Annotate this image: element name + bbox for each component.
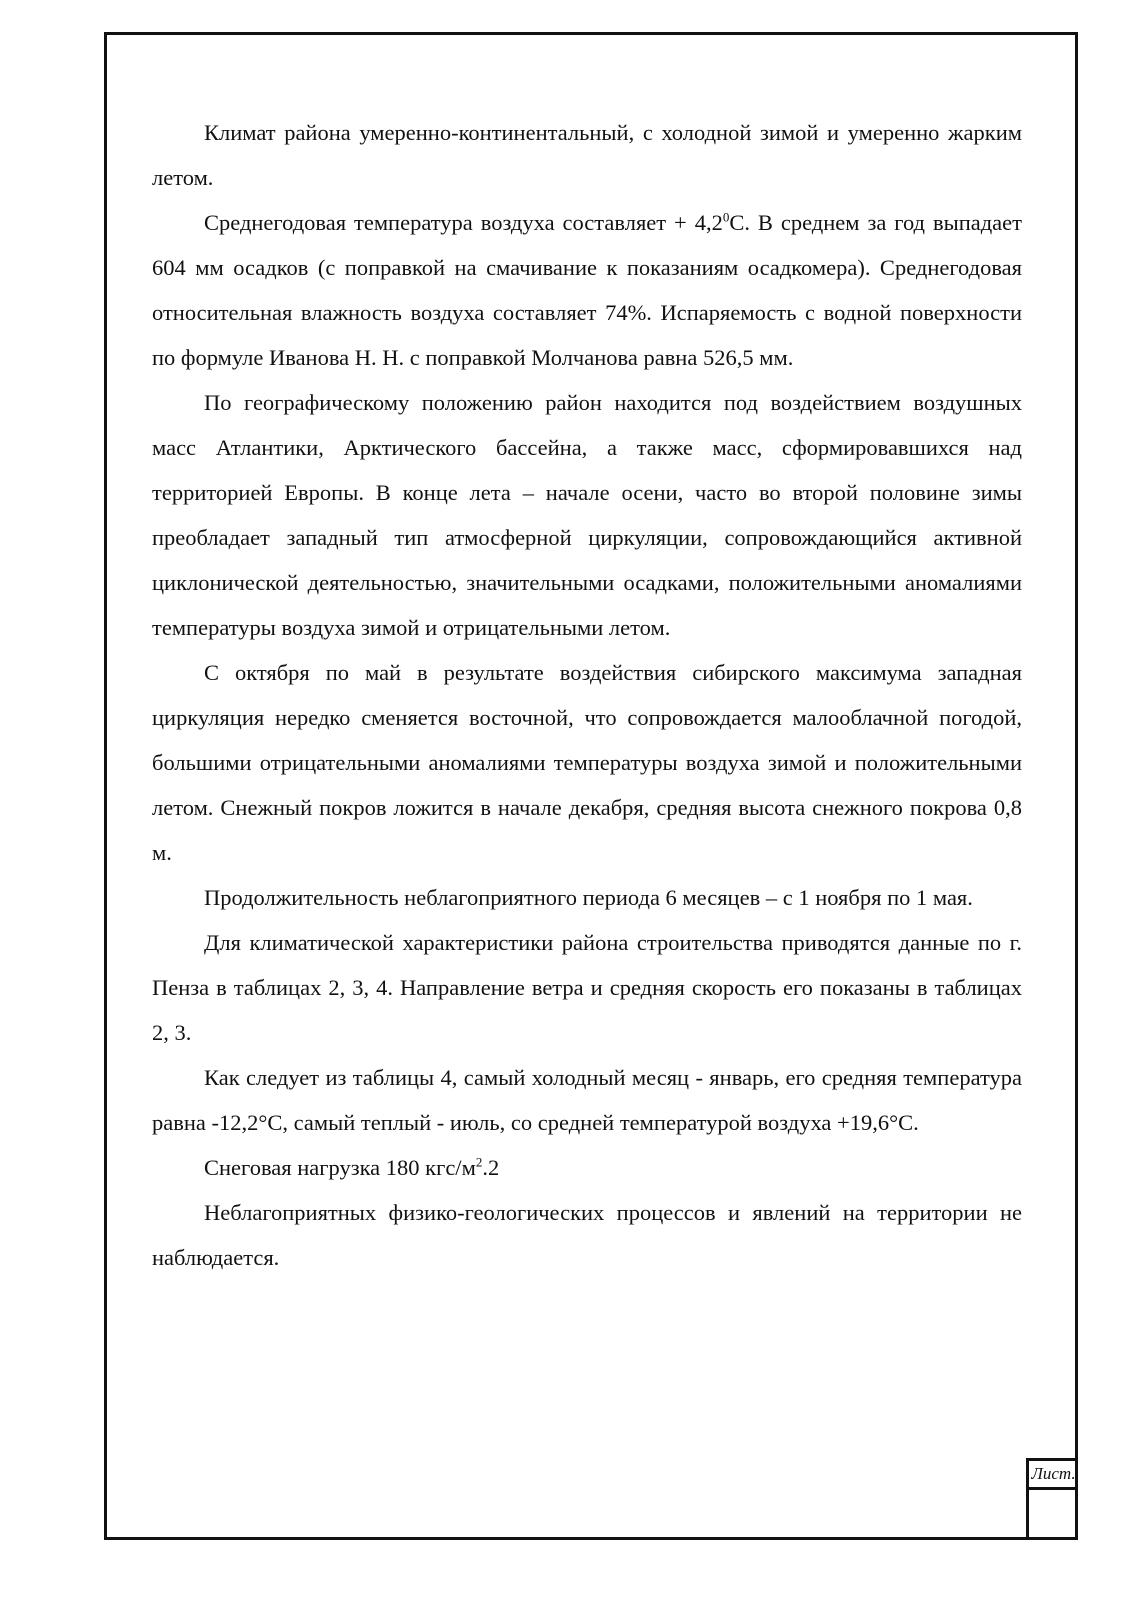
- paragraph-unfavorable-period: Продолжительность неблагоприятного периода 6 месяцев – с 1 ноября по 1 мая.: [204, 885, 973, 910]
- paragraph-geology: Неблагоприятных физико-геологических процессов и явлений на территории не наблюдается.: [152, 1200, 1022, 1270]
- paragraph-coldest-month: Как следует из таблицы 4, самый холодный месяц - январь, его средняя температура равна -12,2°С, самый теплый - июль, со средней температурой воздуха +19,6°С.: [152, 1065, 1022, 1135]
- paragraph-snow-load: [152, 1145, 1022, 1190]
- paragraph-temperature-start: Среднегодовая температура воздуха составляет + 4,2: [204, 210, 723, 235]
- square-superscript: 2: [475, 1154, 483, 1170]
- sheet-stamp: [1026, 1458, 1078, 1540]
- degree-superscript: 0: [722, 209, 730, 225]
- paragraph-temperature: [152, 200, 1022, 380]
- paragraph-tables: Для климатической характеристики района строительства приводятся данные по г. Пенза в таблицах 2, 3, 4. Направление ветра и средняя скорость его показаны в таблицах 2, 3.: [152, 930, 1022, 1045]
- sheet-label: Лист.: [1029, 1461, 1078, 1490]
- paragraph-snow-load-rest: .2: [482, 1155, 500, 1180]
- document-body: [152, 110, 1022, 1280]
- paragraph-geography: По географическому положению район находится под воздействием воздушных масс Атлантики, Арктического бассейна, а также масс, сформировавшихся над территорией Европы. В конце лета – начале осени, часто во второй половине зимы преобладает западный тип атмосферной циркуляции, сопровождающийся активной циклонической деятельностью, значительными осадками, положительными аномалиями температуры воздуха зимой и отрицательными летом.: [152, 390, 1022, 640]
- paragraph-climate: Климат района умеренно-континентальный, с холодной зимой и умеренно жарким летом.: [152, 120, 1022, 190]
- paragraph-snow-load-start: Снеговая нагрузка 180 кгс/м: [204, 1155, 476, 1180]
- paragraph-temperature-rest: С. В среднем за год выпадает 604 мм осадков (с поправкой на смачивание к показаниям осадкомера). Среднегодовая относительная влажность воздуха составляет 74%. Испаряемость с водной поверхности по формуле Иванова Н. Н. с поправкой Молчанова равна 526,5 мм.: [152, 210, 1022, 370]
- paragraph-circulation: С октября по май в результате воздействия сибирского максимума западная циркуляция нередко сменяется восточной, что сопровождается малооблачной погодой, большими отрицательными аномалиями температуры воздуха зимой и положительными летом. Снежный покров ложится в начале декабря, средняя высота снежного покрова 0,8 м.: [152, 660, 1022, 865]
